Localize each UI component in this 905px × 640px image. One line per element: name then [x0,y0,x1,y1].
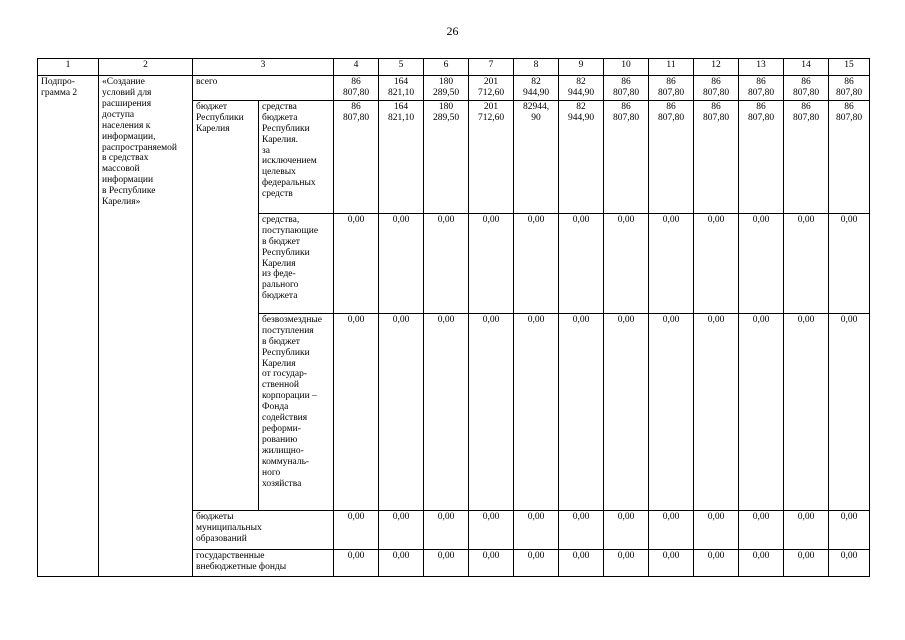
value-cell: 0,00 [469,549,514,576]
row-label: государственные внебюджетные фонды [193,549,334,576]
value-cell: 86 807,80 [604,100,649,213]
value-cell: 86 807,80 [739,100,784,213]
value-cell: 86 807,80 [829,100,870,213]
value-cell: 0,00 [649,510,694,549]
value-cell: 0,00 [379,313,424,510]
value-cell: 0,00 [784,213,829,313]
subprogram-label: Подпро- грамма 2 [38,76,99,577]
value-cell: 86 807,80 [829,76,870,101]
table-row-total [38,76,870,101]
value-cell: 86 807,80 [784,100,829,213]
value-cell: 0,00 [379,213,424,313]
value-cell: 82 944,90 [559,76,604,101]
column-header: 14 [784,59,829,76]
value-cell: 86 807,80 [334,100,379,213]
value-cell: 0,00 [784,510,829,549]
value-cell: 0,00 [334,213,379,313]
value-cell: 0,00 [424,313,469,510]
column-header: 2 [99,59,193,76]
row-label: всего [193,76,334,101]
value-cell: 86 807,80 [604,76,649,101]
column-header: 11 [649,59,694,76]
value-cell: 0,00 [514,510,559,549]
row-label: бюджеты муниципальных образований [193,510,334,549]
value-cell: 0,00 [559,510,604,549]
value-cell: 0,00 [469,213,514,313]
value-cell: 0,00 [694,510,739,549]
value-cell: 0,00 [739,313,784,510]
value-cell: 0,00 [469,313,514,510]
column-header: 7 [469,59,514,76]
column-header: 4 [334,59,379,76]
value-cell: 0,00 [514,549,559,576]
value-cell: 0,00 [784,549,829,576]
value-cell: 0,00 [604,213,649,313]
value-cell: 82 944,90 [559,100,604,213]
column-header: 1 [38,59,99,76]
value-cell: 0,00 [829,313,870,510]
column-numbers-row [38,59,870,76]
value-cell: 0,00 [334,510,379,549]
value-cell: 0,00 [604,510,649,549]
value-cell: 0,00 [604,313,649,510]
value-cell: 0,00 [829,510,870,549]
value-cell: 0,00 [694,549,739,576]
value-cell: 0,00 [829,549,870,576]
value-cell: 0,00 [424,549,469,576]
value-cell: 0,00 [559,549,604,576]
value-cell: 0,00 [649,313,694,510]
value-cell: 0,00 [559,213,604,313]
column-header: 10 [604,59,649,76]
row-group-label: бюджет Республики Карелия [193,100,259,510]
value-cell: 86 807,80 [694,100,739,213]
value-cell: 0,00 [649,213,694,313]
value-cell: 0,00 [424,213,469,313]
column-header: 6 [424,59,469,76]
subprogram-name: «Создание условий для расширения доступа населения к информации, распространяемой в средствах массовой информации в Республике Карелия» [99,76,193,577]
value-cell: 82 944,90 [514,76,559,101]
value-cell: 0,00 [469,510,514,549]
value-cell: 86 807,80 [739,76,784,101]
column-header: 8 [514,59,559,76]
value-cell: 0,00 [649,549,694,576]
value-cell: 82944, 90 [514,100,559,213]
row-label: средства, поступающие в бюджет Республики Карелия из феде- рального бюджета [259,213,334,313]
value-cell: 201 712,60 [469,76,514,101]
value-cell: 164 821,10 [379,76,424,101]
value-cell: 0,00 [739,549,784,576]
budget-table [37,58,870,577]
value-cell: 0,00 [514,313,559,510]
value-cell: 86 807,80 [649,76,694,101]
value-cell: 86 807,80 [784,76,829,101]
column-header: 15 [829,59,870,76]
column-header: 9 [559,59,604,76]
value-cell: 0,00 [694,213,739,313]
value-cell: 0,00 [379,510,424,549]
value-cell: 0,00 [514,213,559,313]
value-cell: 0,00 [829,213,870,313]
value-cell: 86 807,80 [694,76,739,101]
value-cell: 0,00 [739,510,784,549]
column-header: 12 [694,59,739,76]
column-header: 3 [193,59,334,76]
column-header: 13 [739,59,784,76]
value-cell: 164 821,10 [379,100,424,213]
value-cell: 0,00 [559,313,604,510]
value-cell: 0,00 [334,313,379,510]
value-cell: 0,00 [694,313,739,510]
value-cell: 0,00 [739,213,784,313]
value-cell: 0,00 [604,549,649,576]
value-cell: 0,00 [334,549,379,576]
value-cell: 180 289,50 [424,76,469,101]
row-label: средства бюджета Республики Карелия. за исключением целевых федеральных средств [259,100,334,213]
value-cell: 86 807,80 [649,100,694,213]
page-number: 26 [446,24,459,38]
value-cell: 0,00 [379,549,424,576]
value-cell: 0,00 [424,510,469,549]
value-cell: 180 289,50 [424,100,469,213]
row-label: безвозмездные поступления в бюджет Республики Карелия от государ- ственной корпорации – Фонда содействия реформи- рованию жилищно- коммуналь- ного хозяйства [259,313,334,510]
value-cell: 201 712,60 [469,100,514,213]
value-cell: 86 807,80 [334,76,379,101]
value-cell: 0,00 [784,313,829,510]
column-header: 5 [379,59,424,76]
